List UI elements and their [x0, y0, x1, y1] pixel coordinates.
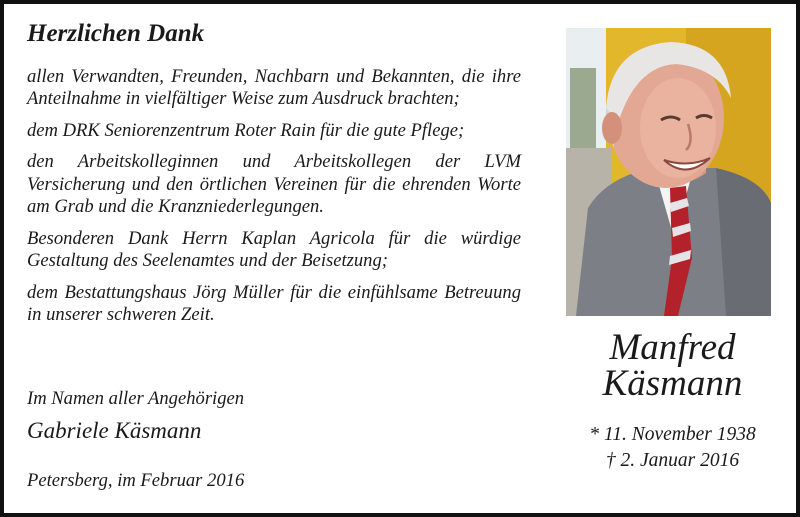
thanks-paragraph-funeral-home: dem Bestattungshaus Jörg Müller für die einfühlsame Betreuung in unserer schweren Zeit.	[27, 281, 521, 326]
signature-name: Gabriele Käsmann	[27, 418, 202, 443]
thanks-paragraph-colleagues: den Arbeitskolleginnen und Arbeitskollegen der LVM Versicherung und den örtlichen Vereinen für die ehrenden Worte am Grab und die Kranzniederlegungen.	[27, 151, 521, 218]
portrait-illustration	[566, 28, 771, 316]
death-date: † 2. Januar 2016	[605, 450, 740, 471]
thanks-paragraph-chaplain: Besonderen Dank Herrn Kaplan Agricola für die würdige Gestaltung des Seelenamtes und der Beisetzung;	[27, 227, 521, 272]
deceased-last-name: Käsmann	[602, 363, 743, 404]
deceased-name	[560, 327, 785, 404]
life-dates	[560, 422, 785, 474]
birth-date: * 11. November 1938	[589, 424, 756, 445]
thanks-column	[27, 20, 521, 336]
signature-intro: Im Namen aller Angehörigen	[27, 388, 245, 409]
portrait-photo	[566, 28, 771, 316]
thanks-paragraph-relatives: allen Verwandten, Freunden, Nachbarn und Bekannten, die ihre Anteilnahme in vielfältiger Weise zum Ausdruck brachten;	[27, 65, 521, 110]
deceased-first-name: Manfred	[609, 327, 736, 368]
thanks-heading: Herzlichen Dank	[27, 20, 205, 47]
thanks-paragraph-care-home: dem DRK Seniorenzentrum Roter Rain für die gute Pflege;	[27, 119, 465, 141]
place-and-date: Petersberg, im Februar 2016	[27, 470, 245, 491]
